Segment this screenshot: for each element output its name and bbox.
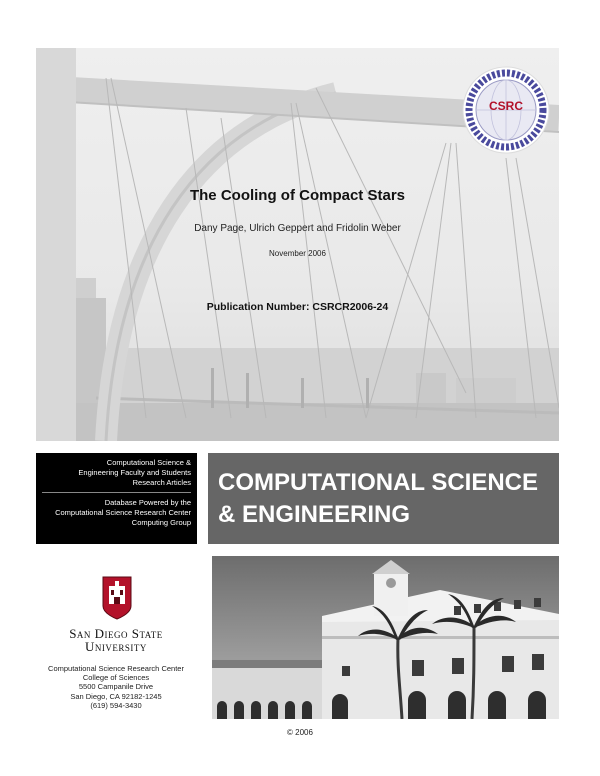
campus-photo: [212, 556, 559, 719]
document-title: The Cooling of Compact Stars: [189, 187, 405, 204]
divider: [42, 492, 191, 493]
campus-building-illustration: [212, 556, 559, 719]
cover-photo-bridge: [36, 48, 559, 441]
sdsu-shield-icon: [102, 576, 132, 620]
university-name-line: University: [85, 639, 147, 654]
info-line: Computational Science Research Center: [55, 508, 191, 517]
address-line: (619) 594-3430: [90, 700, 142, 710]
university-address: [36, 664, 196, 710]
banner-line: COMPUTATIONAL SCIENCE: [218, 469, 539, 496]
address-line: 5500 Campanile Drive: [78, 682, 154, 692]
info-line: Database Powered by the: [104, 498, 191, 507]
document-authors: Dany Page, Ulrich Geppert and Fridolin Weber: [194, 223, 401, 234]
database-info-box: [36, 453, 197, 544]
copyright-footer: © 2006: [287, 728, 313, 737]
info-line: Computing Group: [131, 518, 191, 527]
university-name-line: San Diego State: [69, 626, 163, 641]
info-line: Research Articles: [132, 478, 191, 487]
csrc-logo-text: CSRC: [488, 99, 523, 113]
publication-number: Publication Number: CSRCR2006-24: [206, 301, 389, 313]
document-date: November 2006: [269, 249, 326, 258]
series-banner: [208, 453, 559, 544]
address-line: Computational Science Research Center: [48, 664, 184, 673]
address-line: College of Sciences: [82, 673, 150, 683]
address-line: San Diego, CA 92182-1245: [70, 691, 162, 701]
university-name: [36, 627, 196, 653]
info-line: Computational Science &: [106, 458, 191, 467]
banner-line: & ENGINEERING: [218, 501, 411, 528]
csrc-badge: [462, 66, 550, 154]
info-line: Engineering Faculty and Students: [78, 468, 191, 477]
